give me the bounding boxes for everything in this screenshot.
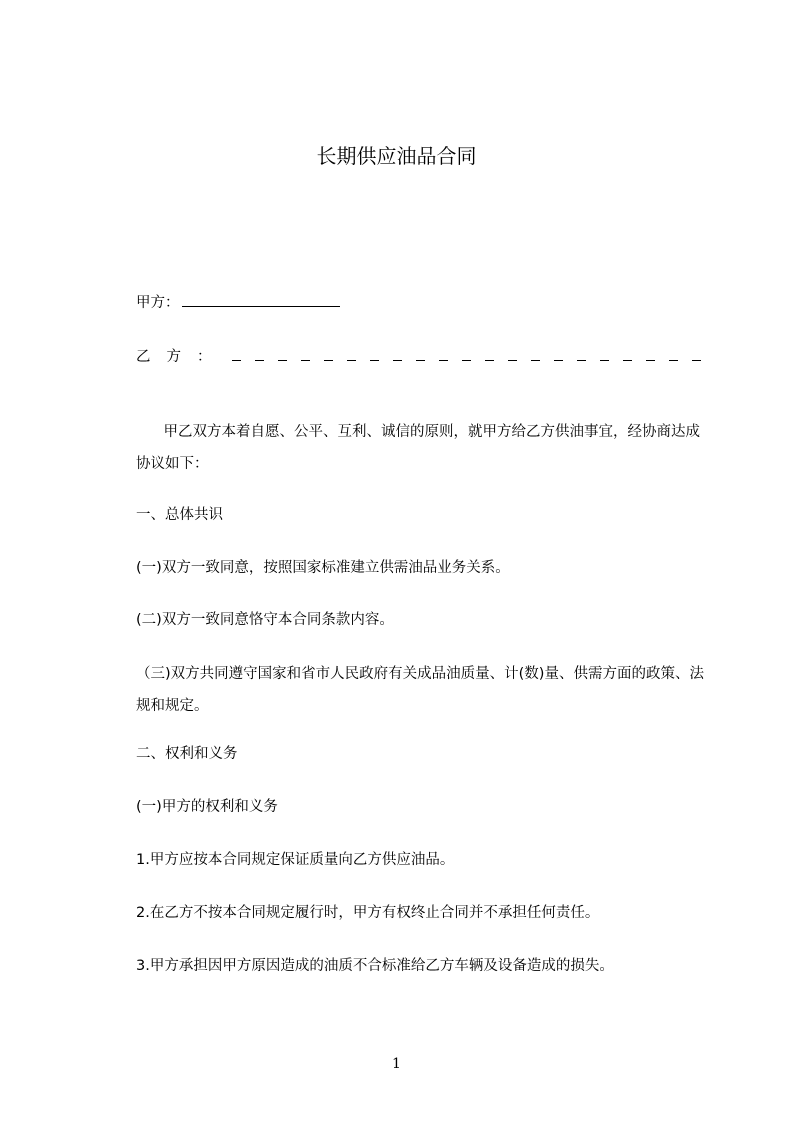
preamble-paragraph: 甲乙双方本着自愿、公平、互利、诚信的原则，就甲方给乙方供油事宜，经协商达成协议如下： bbox=[136, 424, 701, 472]
clause-item: 2.在乙方不按本合同规定履行时，甲方有权终止合同并不承担任何责任。 bbox=[136, 905, 600, 921]
section-heading: 二、权利和义务 bbox=[136, 746, 238, 762]
clause-item: 3.甲方承担因甲方原因造成的油质不合标准给乙方车辆及设备造成的损失。 bbox=[136, 958, 614, 974]
clause-item: (一)双方一致同意，按照国家标准建立供需油品业务关系。 bbox=[136, 560, 510, 576]
party-b-blank bbox=[232, 348, 705, 361]
party-a-label: 甲方： bbox=[136, 295, 180, 311]
party-b-label: 乙方： bbox=[136, 349, 228, 365]
party-a-blank bbox=[182, 291, 340, 307]
clause-item: 1.甲方应按本合同规定保证质量向乙方供应油品。 bbox=[136, 852, 455, 868]
document-title: 长期供应油品合同 bbox=[316, 144, 477, 168]
party-a-line bbox=[136, 291, 340, 313]
clause-item: (二)双方一致同意恪守本合同条款内容。 bbox=[136, 612, 394, 628]
page-number: 1 bbox=[392, 1056, 401, 1072]
party-b-line bbox=[136, 347, 704, 367]
section-heading: 一、总体共识 bbox=[136, 507, 223, 523]
clause-item: （三)双方共同遵守国家和省市人民政府有关成品油质量、计(数)量、供需方面的政策、法规和规定。 bbox=[136, 666, 704, 714]
subsection-heading: (一)甲方的权利和义务 bbox=[136, 799, 278, 815]
